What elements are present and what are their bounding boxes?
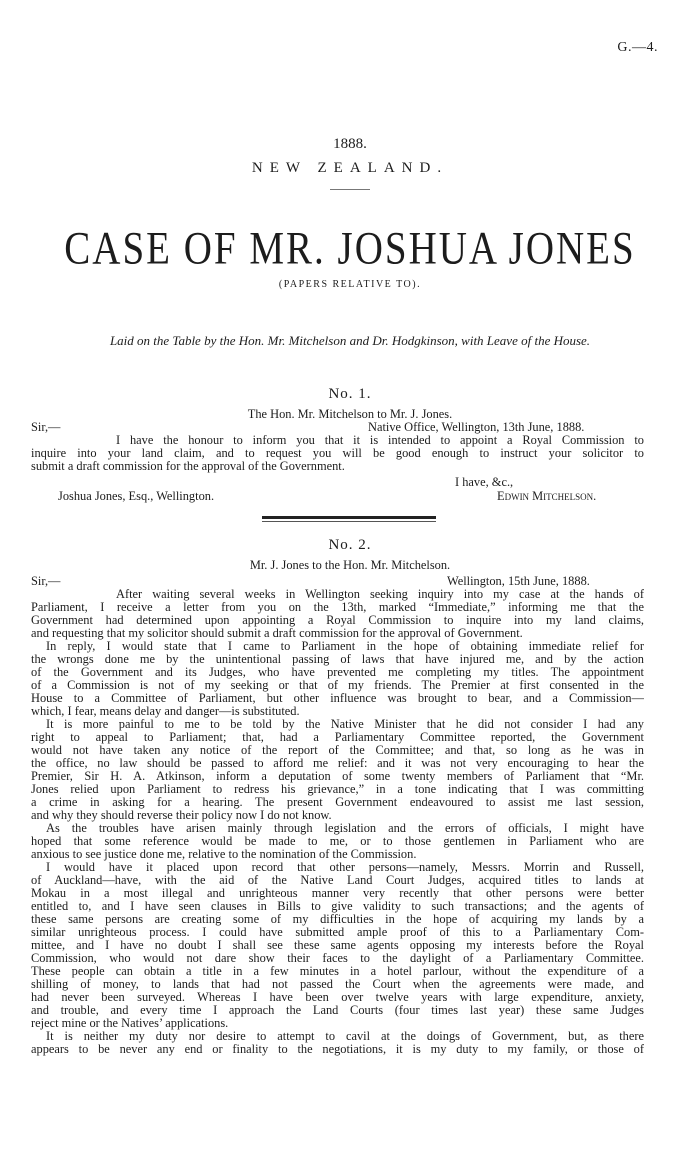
letter2-line: These people can obtain a title in a few minutes in a hotel parlour, without the expenditure of a: [31, 965, 644, 978]
letter1-dateline: Native Office, Wellington, 13th June, 1888.: [368, 420, 585, 434]
letter2-line: Premier, Sir H. A. Atkinson, inform a deputation of some twenty members of Parliament that “Mr.: [31, 770, 644, 783]
letter2-line: Commission, who would not dare show their faces to the daylight of a Parliamentary Committee.: [31, 952, 644, 965]
letter1-closing: I have, &c.,: [455, 475, 514, 489]
document-reference: G.—4.: [617, 40, 658, 55]
letter2-route: Mr. J. Jones to the Hon. Mr. Mitchelson.: [249, 558, 451, 572]
letter2-line: right to appeal to Parliament; that, had a Parliamentary Committee reported, the Government: [31, 731, 644, 744]
short-divider: [330, 189, 370, 190]
letter2-line: As the troubles have arisen mainly through legislation and the errors of officials, I might have: [46, 822, 644, 835]
letter2-line: had never been surveyed. Whereas I have been over twelve years with large expenditure, anxiety,: [31, 991, 644, 1004]
letter2-line: anxious to see justice done me, relative to the nomination of the Commission.: [31, 847, 417, 861]
letter2-line: of Auckland—have, with the aid of the Native Land Court Judges, acquired titles to lands at: [31, 874, 644, 887]
letter2-line: the wrongs done me by the unintentional passing of laws that have injured me, and by the action: [31, 653, 644, 666]
letter2-line: would not have taken any notice of the report of the Committee; and that, so long as he was in: [31, 744, 644, 757]
letter2-line: House to a Committee of Parliament, but other influence was brought to bear, and a Commission—: [31, 692, 644, 705]
letter2-number: No. 2.: [328, 537, 372, 553]
letter2-line: mittee, and I have no doubt I shall see these same agents opposing my interests before the Royal: [31, 939, 644, 952]
letter2-line: which, I fear, means delay and danger—is substituted.: [31, 704, 300, 718]
document-subtitle: (PAPERS RELATIVE TO).: [278, 279, 422, 290]
letter1-addressee: Joshua Jones, Esq., Wellington.: [58, 489, 215, 503]
letter2-line: Mokau in a most illegal and unrighteous manner very recently that other persons were better: [31, 887, 644, 900]
letter1-line: inquire into your land claim, and to request you will be good enough to instruct your solicitor to: [31, 447, 644, 460]
letter2-line: entitled to, and I have seen clauses in Bills to give validity to such transactions; and the agents of: [31, 900, 644, 913]
letter2-line: and requesting that my solicitor should submit a draft commission for the approval of Government.: [31, 626, 523, 640]
letter2-line: In reply, I would state that I came to Parliament in the hope of obtaining immediate relief for: [46, 640, 644, 653]
letter1-salutation: Sir,—: [31, 420, 61, 434]
letter2-line: After waiting several weeks in Wellington seeking inquiry into my case at the hands of: [116, 588, 644, 601]
letter2-salutation: Sir,—: [31, 574, 61, 588]
letter1-line: I have the honour to inform you that it is intended to appoint a Royal Commission to: [116, 434, 644, 447]
letter2-line: Government had determined upon appointing a Royal Commission to inquire into my land claims,: [31, 614, 644, 627]
letter1-line: submit a draft commission for the approval of the Government.: [31, 459, 345, 473]
letter2-line: and why they should reverse their policy now I do not know.: [31, 808, 332, 822]
section-divider-thin: [262, 521, 436, 522]
letter2-line: the office, no law should be passed to afford me relief: and it was not very encouraging to hear the: [31, 757, 644, 770]
letter1-route: The Hon. Mr. Mitchelson to Mr. J. Jones.: [247, 407, 453, 421]
letter1-signature: Edwin Mitchelson.: [497, 489, 597, 503]
letter1-number: No. 1.: [328, 386, 372, 402]
letter2-line: appears to be never any end or finality to the negotiations, it is my duty to my family, or those of: [31, 1043, 644, 1056]
letter2-line: a crime in asking for a hearing. The present Government endeavoured to assist me last session,: [31, 796, 644, 809]
letter2-line: It is more painful to me to be told by the Native Minister that he did not consider I had any: [46, 718, 644, 731]
document-year: 1888.: [333, 136, 367, 152]
letter2-line: of a Commission is not of my seeking or that of my friends. The Premier at first consented in the: [31, 679, 644, 692]
letter2-line: Jones relied upon Parliament to redress his grievance,” in a tone indicating that I was committing: [31, 783, 644, 796]
letter2-line: Parliament, I receive a letter from you on the 13th, marked “Immediate,” informing me that the: [31, 601, 644, 614]
letter2-line: similar unrighteous process. I could have submitted ample proof of this to a Parliamentary Com-: [31, 926, 644, 939]
letter2-line: of the Government and its Judges, who have prevented me completing my titles. The appointment: [31, 666, 644, 679]
letter2-line: hoped that some reference would be made to me, or to those gentlemen in Parliament who are: [31, 835, 644, 848]
letter2-line: reject mine or the Natives’ applications.: [31, 1016, 229, 1030]
letter2-line: I would have it placed upon record that other persons—namely, Messrs. Morrin and Russell,: [46, 861, 644, 874]
section-divider-thick: [262, 516, 436, 519]
letter2-line: shilling of money, to lands that had not passed the Court when the agreements were made, and: [31, 978, 644, 991]
letter2-dateline: Wellington, 15th June, 1888.: [447, 574, 590, 588]
document-title: CASE OF MR. JOSHUA JONES: [64, 223, 636, 274]
document-country: NEW ZEALAND.: [251, 160, 449, 176]
letter2-line: and trouble, and every time I approach the Land Courts (four times last year) these same Judges: [31, 1004, 644, 1017]
letter2-line: It is neither my duty nor desire to attempt to cavil at the doings of Government, but, as there: [46, 1030, 644, 1043]
laid-on-table-note: Laid on the Table by the Hon. Mr. Mitchelson and Dr. Hodgkinson, with Leave of the House.: [109, 333, 591, 348]
letter2-line: these same persons are creating some of my difficulties in the hope of acquiring my lands by a: [31, 913, 644, 926]
